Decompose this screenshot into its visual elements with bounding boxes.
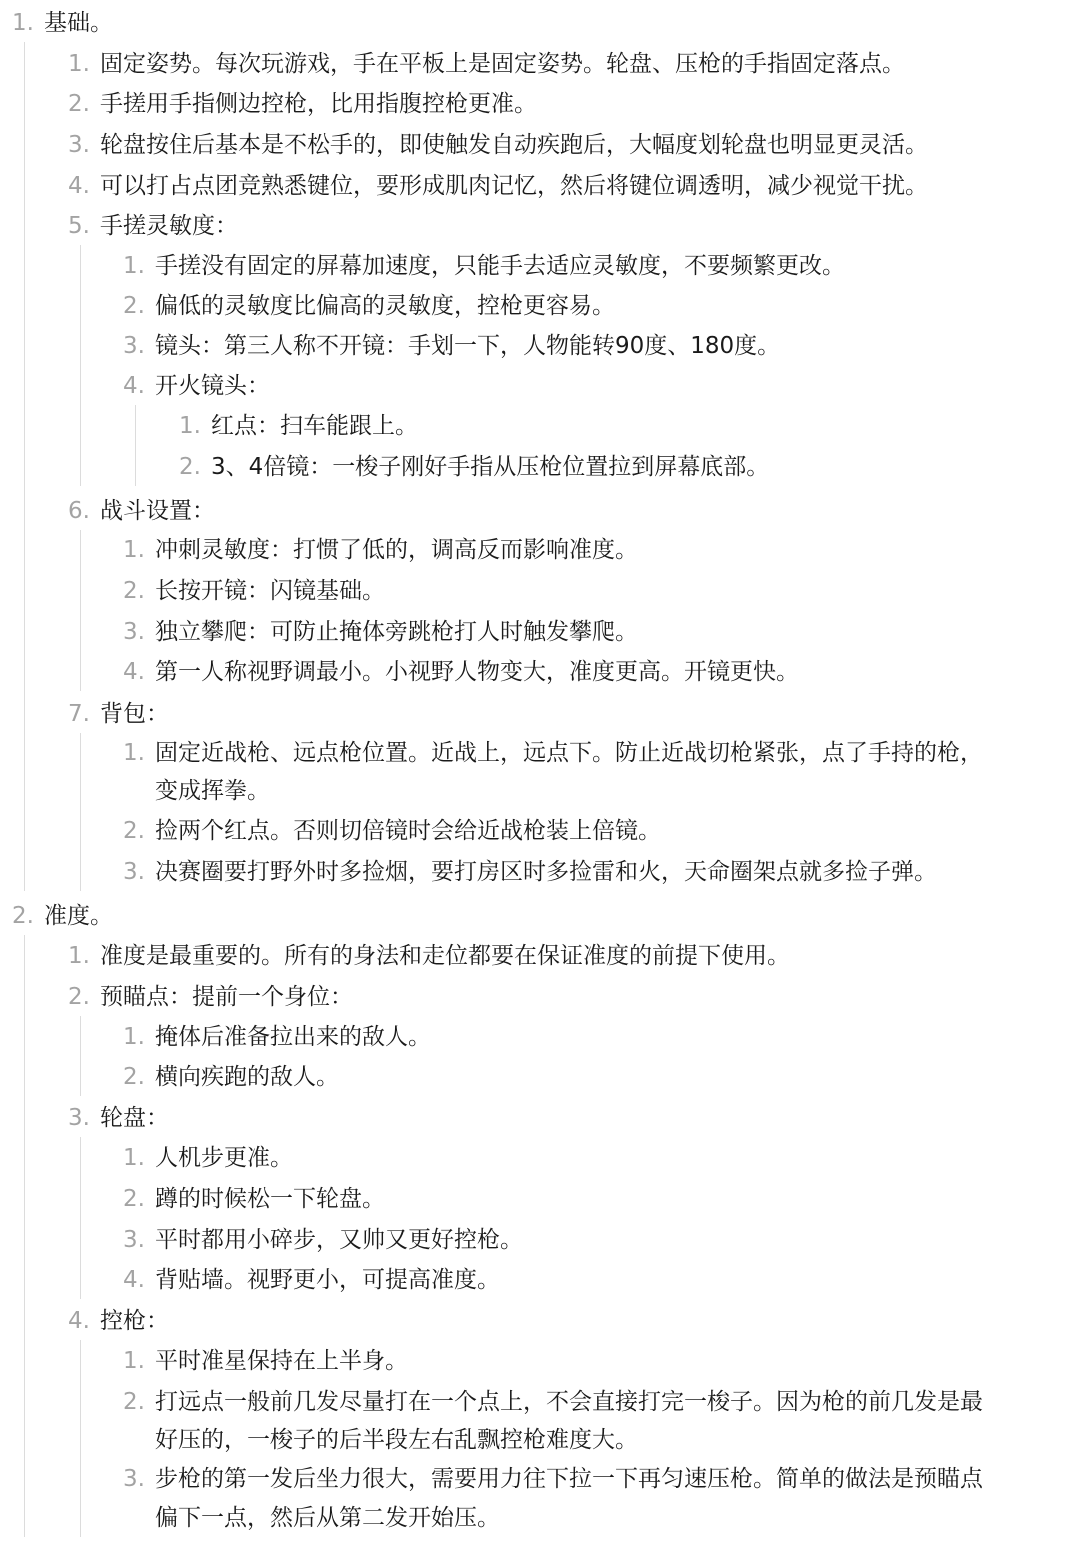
list-item-number: 1. [179,413,201,439]
list-item-number: 1. [123,740,145,766]
list-item-text: 可以打占点团竞熟悉键位，要形成肌肉记忆，然后将键位调透明，减少视觉干扰。 [100,173,928,199]
list-item-number: 2. [123,578,145,604]
list-item-number: 4. [123,659,145,685]
list-item-number: 3. [123,1466,145,1492]
list-item-text: 独立攀爬：可防止掩体旁跳枪打人时触发攀爬。 [155,619,638,645]
list-item-text: 固定近战枪、远点枪位置。近战上，远点下。防止近战切枪紧张，点了手持的枪， [155,740,983,766]
list-item-number: 2. [123,1389,145,1415]
list-item-text: 掩体后准备拉出来的敌人。 [155,1024,431,1050]
list-item-number: 3. [123,1227,145,1253]
list-item-text: 步枪的第一发后坐力很大，需要用力往下拉一下再匀速压枪。简单的做法是预瞄点 [155,1466,983,1492]
list-item-text: 固定姿势。每次玩游戏，手在平板上是固定姿势。轮盘、压枪的手指固定落点。 [100,51,905,77]
list-item-number: 4. [123,1267,145,1293]
list-item-text-continued: 偏下一点，然后从第二发开始压。 [155,1505,500,1531]
list-item-text: 人机步更准。 [155,1145,293,1171]
list-item-text: 背贴墙。视野更小，可提高准度。 [155,1267,500,1293]
indent-guide-line [80,1016,81,1096]
list-item-text: 平时都用小碎步，又帅又更好控枪。 [155,1227,523,1253]
list-item-text: 手搓没有固定的屏幕加速度，只能手去适应灵敏度，不要频繁更改。 [155,253,845,279]
list-item-number: 2. [123,293,145,319]
list-item-number: 6. [68,498,90,524]
indent-guide-line [80,1137,81,1299]
list-item-number: 2. [123,1064,145,1090]
list-item-number: 1. [68,943,90,969]
indent-guide-line [80,530,81,691]
list-item-number: 7. [68,701,90,727]
list-item-number: 2. [68,984,90,1010]
list-item-number: 3. [123,333,145,359]
list-item-text: 基础。 [44,10,113,36]
list-item-number: 1. [123,537,145,563]
list-item-text: 镜头：第三人称不开镜：手划一下，人物能转90度、180度。 [155,333,781,359]
list-item-text: 决赛圈要打野外时多捡烟，要打房区时多捡雷和火，天命圈架点就多捡子弹。 [155,859,937,885]
indent-guide-line [80,1340,81,1537]
indent-guide-line [135,405,136,486]
indent-guide-line [80,733,81,891]
list-item-number: 2. [123,818,145,844]
list-item-number: 2. [12,903,34,929]
list-item-text: 手搓灵敏度： [100,213,238,239]
list-item-text: 打远点一般前几发尽量打在一个点上，不会直接打完一梭子。因为枪的前几发是最 [155,1389,983,1415]
list-item-text: 战斗设置： [100,498,215,524]
list-item-text-continued: 好压的，一梭子的后半段左右乱飘控枪难度大。 [155,1427,638,1453]
indent-guide-line [80,245,81,486]
list-item-text: 手搓用手指侧边控枪，比用指腹控枪更准。 [100,91,537,117]
list-item-text: 轮盘： [100,1105,169,1131]
list-item-number: 3. [123,619,145,645]
list-item-text: 蹲的时候松一下轮盘。 [155,1186,385,1212]
indent-guide-line [24,42,25,891]
list-item-number: 5. [68,213,90,239]
list-item-number: 2. [179,454,201,480]
list-item-text: 长按开镜：闪镜基础。 [155,578,385,604]
list-item-number: 2. [68,91,90,117]
list-item-text-continued: 变成挥拳。 [155,778,270,804]
list-item-number: 1. [123,1348,145,1374]
list-item-number: 1. [12,10,34,36]
list-item-number: 4. [68,173,90,199]
list-item-number: 4. [123,373,145,399]
list-item-number: 1. [123,1145,145,1171]
list-item-text: 捡两个红点。否则切倍镜时会给近战枪装上倍镜。 [155,818,661,844]
list-item-text: 预瞄点：提前一个身位： [100,984,353,1010]
list-item-number: 3. [68,1105,90,1131]
list-item-text: 红点：扫车能跟上。 [211,413,418,439]
list-item-text: 开火镜头： [155,373,270,399]
list-item-text: 轮盘按住后基本是不松手的，即使触发自动疾跑后，大幅度划轮盘也明显更灵活。 [100,132,928,158]
list-item-text: 控枪： [100,1308,169,1334]
list-item-number: 1. [123,253,145,279]
list-item-text: 背包： [100,701,169,727]
list-item-number: 1. [123,1024,145,1050]
list-item-text: 准度。 [44,903,113,929]
indent-guide-line [24,935,25,1537]
list-item-text: 第一人称视野调最小。小视野人物变大，准度更高。开镜更快。 [155,659,799,685]
list-item-number: 3. [123,859,145,885]
list-item-text: 平时准星保持在上半身。 [155,1348,408,1374]
list-item-text: 准度是最重要的。所有的身法和走位都要在保证准度的前提下使用。 [100,943,790,969]
list-item-text: 冲刺灵敏度：打惯了低的，调高反而影响准度。 [155,537,638,563]
list-item-number: 1. [68,51,90,77]
list-item-number: 3. [68,132,90,158]
list-item-number: 4. [68,1308,90,1334]
list-item-number: 2. [123,1186,145,1212]
list-item-text: 3、4倍镜：一梭子刚好手指从压枪位置拉到屏幕底部。 [211,454,770,480]
list-item-text: 横向疾跑的敌人。 [155,1064,339,1090]
list-item-text: 偏低的灵敏度比偏高的灵敏度，控枪更容易。 [155,293,615,319]
